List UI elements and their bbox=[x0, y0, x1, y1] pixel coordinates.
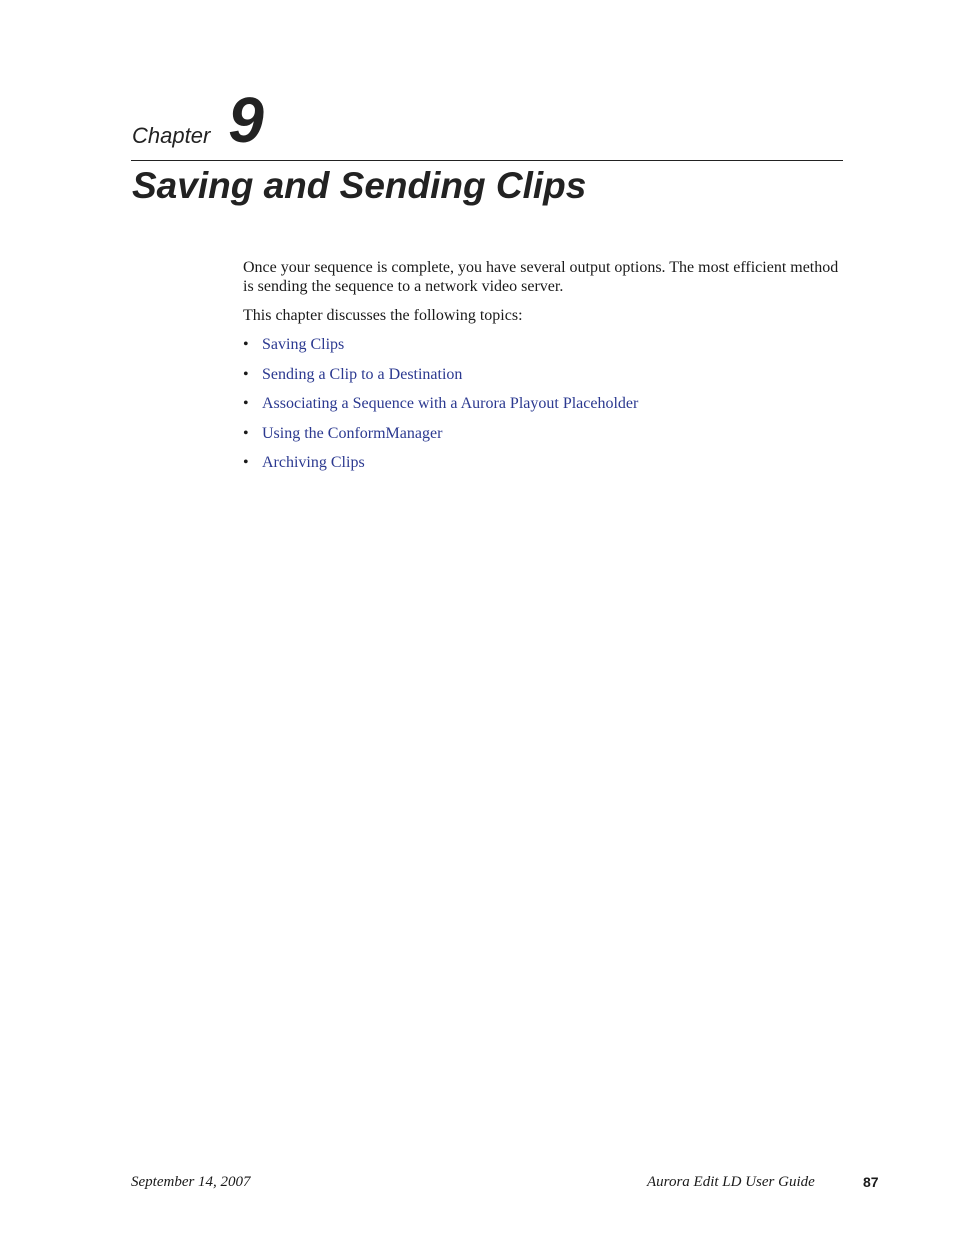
topic-link-saving-clips[interactable]: Saving Clips bbox=[262, 336, 345, 353]
footer-guide-title: Aurora Edit LD User Guide bbox=[647, 1174, 815, 1190]
chapter-divider bbox=[131, 160, 843, 161]
bullet-icon: • bbox=[243, 424, 249, 442]
list-item bbox=[243, 335, 843, 365]
topic-link-conform-manager[interactable]: Using the ConformManager bbox=[262, 424, 443, 442]
topic-list bbox=[243, 335, 843, 483]
bullet-icon: • bbox=[243, 336, 249, 353]
footer-date: September 14, 2007 bbox=[131, 1174, 251, 1190]
list-item bbox=[243, 394, 843, 424]
chapter-heading bbox=[132, 84, 264, 156]
bullet-icon: • bbox=[243, 454, 249, 471]
topic-link-archiving-clips[interactable]: Archiving Clips bbox=[262, 454, 365, 471]
topic-link-sending-clip[interactable]: Sending a Clip to a Destination bbox=[262, 365, 463, 383]
chapter-label: Chapter bbox=[132, 123, 211, 148]
list-item bbox=[243, 453, 843, 483]
list-item bbox=[243, 365, 843, 395]
list-item bbox=[243, 424, 843, 454]
intro-paragraph: Once your sequence is complete, you have several output options. The most efficient method is sending the sequence to a network video server. bbox=[243, 259, 839, 295]
bullet-icon: • bbox=[243, 395, 249, 412]
chapter-number: 9 bbox=[228, 84, 264, 156]
page-title: Saving and Sending Clips bbox=[132, 165, 587, 206]
bullet-icon: • bbox=[243, 365, 249, 383]
topic-link-associating-sequence[interactable]: Associating a Sequence with a Aurora Playout Placeholder bbox=[262, 395, 639, 412]
chapter-intro bbox=[243, 258, 843, 483]
topics-lead-in: This chapter discusses the following topics: bbox=[243, 307, 523, 324]
page-number: 87 bbox=[863, 1174, 879, 1190]
